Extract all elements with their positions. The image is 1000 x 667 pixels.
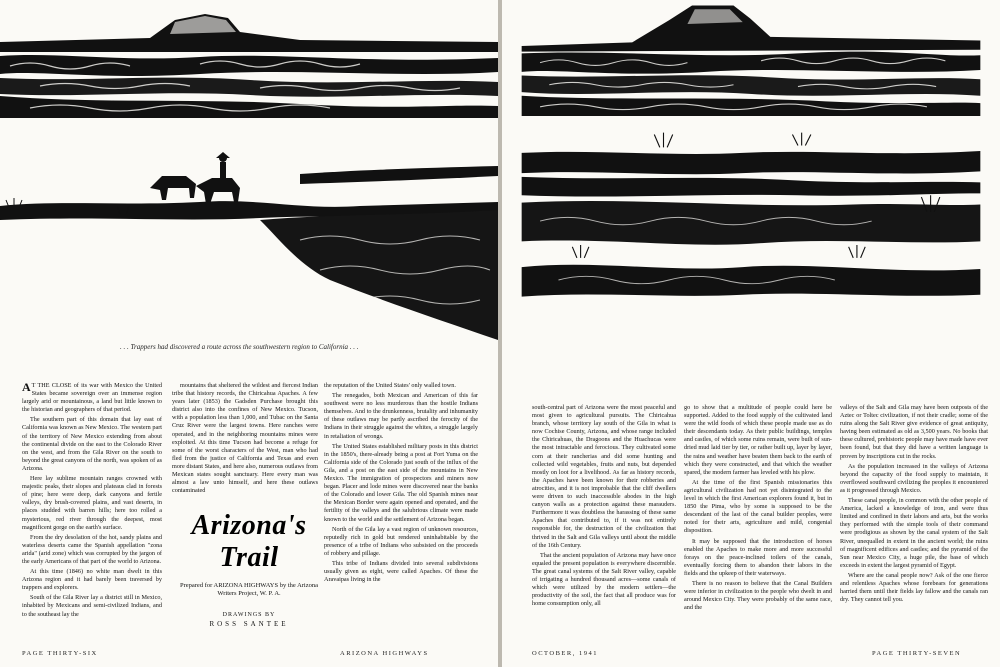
paragraph: Here lay sublime mountain ranges crowned with majestic peaks, their slopes and plateaus clad in forests of pine; here were deep, dark canyons and fertile valleys, dry brush-covered plains, and vast deserts, in places studded with barren hills; here too rolled a mysterious, red river through the deepest, most magnificent gorge on the earth's surface. (22, 475, 162, 531)
paragraph: valleys of the Salt and Gila may have been outposts of the Aztec or Toltec civilization, if not their cradle; some of the ruins along the Salt River give evidence of great antiquity, having been estimated as old as 3,500 years. No books that these cultured, prehistoric people may have made have ever been found, but that they did have a written language is proven by inscriptions cut in the rocks. (840, 404, 988, 460)
drop-cap: A (22, 380, 31, 394)
left-column-1 (22, 382, 162, 621)
right-page-folio: PAGE THIRTY-SEVEN (872, 650, 962, 657)
left-column-3 (324, 382, 478, 586)
illustration-caption: . . . Trappers had discovered a route across the southwestern region to California . . . (120, 343, 359, 351)
paragraph: From the dry desolation of the hot, sandy plains and waterless deserts came the Spanish appellation "zona arida" (arid zone) which was corrupted by the jargon of the early Americans of that part of the world to Arizona. (22, 533, 162, 565)
article-title: Arizona's Trail (191, 510, 307, 573)
issue-date-folio: OCTOBER, 1941 (532, 650, 598, 657)
right-column-3 (840, 404, 988, 606)
paragraph: That the ancient population of Arizona may have once equaled the present population is everywhere discernible. The great canal systems of the Salt River valley, capable of irrigating a hundred thousand acres—some canals of which were utilized by the modern settlers—the productivity of the soil, the fact that all produce was for home consumption only, all (532, 551, 676, 608)
paragraph: This tribe of Indians divided into several subdivisions usually given as eight, were called Apaches. Of these the Aravaipas living in the (324, 559, 478, 584)
prepared-by-credit: Prepared for ARIZONA HIGHWAYS by the Arizona Writers Project, W. P. A. (179, 582, 319, 597)
right-column-2 (684, 404, 832, 614)
paragraph: south-central part of Arizona were the most peaceful and most given to agricultural pursuits. The Chiricahua branch, whose territory lay south of the Gila in what is now Cochise County, Arizona, and whose range included the Chiricahuas, the Dragoons and the Huachucas were the most intractable and ferocious. They cultivated some corn at their rancherias and did some hunting and collected wild vegetables, fruits and nuts, but depended mostly on loot for a livelihood. As far as history records, the Apaches have been known for their robberies and atrocities, and it is not improbable that the cliff dwellers were driven to such inaccessible abodes in the high canyon walls as a protection against these marauders. Furthermore it was doubtless the harassing of these same Apaches that contributed to, if it was not entirely responsible for, the destruction of the civilization that thrived in the Salt and Gila valleys until about the middle of the 16th Century. (532, 404, 676, 549)
right-column-1 (532, 404, 676, 610)
left-page (0, 0, 498, 667)
paragraph: A T THE CLOSE of its war with Mexico the United States became sovereign over an immense region largely arid or mountainous, a land but little known to the historian and geographers of that period. (22, 380, 162, 414)
paragraph: At the time of the first Spanish missionaries this agricultural civilization had not yet disintegrated to the level in which the first American explorers found it, but in 1850 the Pima, who by some is supposed to be the descendant of the last of the canal builder peoples, were noted for their arts, agriculture and mild, congenial disposition. (684, 478, 832, 535)
drawings-by-label: DRAWINGS BY (222, 612, 276, 618)
paragraph: It may be supposed that the introduction of horses enabled the Apaches to make more and more successful forays on the peace-inclined toilers of the canals, eventually forcing them to abandon their labors in the fields and the upkeep of their waterways. (684, 537, 832, 577)
article-title-block (172, 510, 326, 628)
magazine-name-folio: ARIZONA HIGHWAYS (340, 650, 429, 657)
paragraph: As the population increased in the valleys of Arizona beyond the capacity of the food supply to maintain, it overflowed southward civilizing the peoples it encountered as it progressed through Mexico. (840, 462, 988, 494)
paragraph: At this time (1846) no white man dwelt in this Arizona region and it had barely been traversed by trappers and explorers. (22, 568, 162, 592)
desert-illustration-left (0, 0, 498, 350)
paragraph: North of the Gila lay a vast region of unknown resources, reputedly rich in gold but rendered uninhabitable by the presence of a tribe of Indians who subsisted on the proceeds of robbery and pillage. (324, 525, 478, 557)
paragraph: Where are the canal people now? Ask of the one fierce and relentless Apaches whose forebears for generations harried them until their fields lay fallow and the canals ran dry. They cannot tell you. (840, 571, 988, 604)
paragraph: The southern part of this domain that lay east of California was known as New Mexico. The western part of the territory of New Mexico extending from about the continental divide on the east to the Colorado River on the west, and from the Gila River on the south to beyond the great canyons of the north, was spoken of as Arizona. (22, 416, 162, 472)
desert-illustration-right (502, 0, 1000, 350)
paragraph: There is no reason to believe that the Canal Builders were inferior in civilization to the people who dwelt in and around Mexico City. They were probably of the same race, and the (684, 579, 832, 612)
paragraph: mountains that sheltered the wildest and fiercest Indian tribe that history records, the Chiricahua Apaches. A few years later (1853) the Gadsden Purchase brought this district also into the confines of New Mexico. Tucson, with a population less than 1,000, and Tubac on the Santa Cruz River were the largest towns. Here ranches were operated, and in the neighboring mountains mines were exploited. At this time Tucson had become a refuge for some of the worst characters of the West, man who had fled from the justice of California and Texas and even more distant States, and here also, numerous outlaws from Mexican states sought sanctuary. Here every man was almost a law unto himself, and here these outlaws contaminated (172, 382, 318, 495)
paragraph: South of the Gila River lay a district still in Mexico, inhabited by Mexicans and semi-civilized Indians, and to the southeast lay the (22, 594, 162, 618)
paragraph: The renegades, both Mexican and American of this far southwest were no less murderous than the hostile Indians themselves. And to the drunkenness, brutality and inhumanity of these outlaws may be partly ascribed the ferocity of the Indians in their struggle against the whites, a struggle largely in retaliation of wrongs. (324, 392, 478, 440)
left-column-2 (172, 382, 318, 497)
paragraph: go to show that a multitude of people could here be supported. Added to the food supply of the cultivated land were the wild foods of which these people made use as do their descendants today. As their public buildings, temples and castles, of which some ruins remain, were built of sun-dried mud laid tier by tier, or rather built up, layer by layer, the rains and weather have beaten them back to the earth of which they were constructed, and that which the weather spared, the modern farmer has leveled with his plow. (684, 404, 832, 476)
left-page-folio: PAGE THIRTY-SIX (22, 650, 98, 657)
artist-name: ROSS SANTEE (209, 620, 289, 628)
paragraph: These canal people, in common with the other people of America, lacked a knowledge of iron, and were thus limited and confined in their labors and arts, but the works they performed with the simple tools of their command were prodigious as shown by the canal system of the Salt River, unequalled in extent in the ancient world; the ruins of magnificent edifices and castles; and the pyramid of the Sun near Mexico City, a huge pile, the base of which exceeds in extent the largest pyramid of Egypt. (840, 497, 988, 569)
paragraph: the reputation of the United States' only walled town. (324, 382, 456, 389)
right-page (502, 0, 1000, 667)
paragraph: The United States established military posts in this district in the 1850's, there-already being a post at Fort Yuma on the California side of the Colorado just south of the influx of the Gila, and a post on the east side of the mountains in New Mexico. The immigration of prospectors and miners now began. Placer and lode mines were discovered near the banks of the Colorado and lower Gila. The old Spanish mines near the Mexican Border were again opened and operated, and the fertility of the valleys and the salubrious climate were made known to the world and the settlement of Arizona began. (324, 442, 478, 523)
